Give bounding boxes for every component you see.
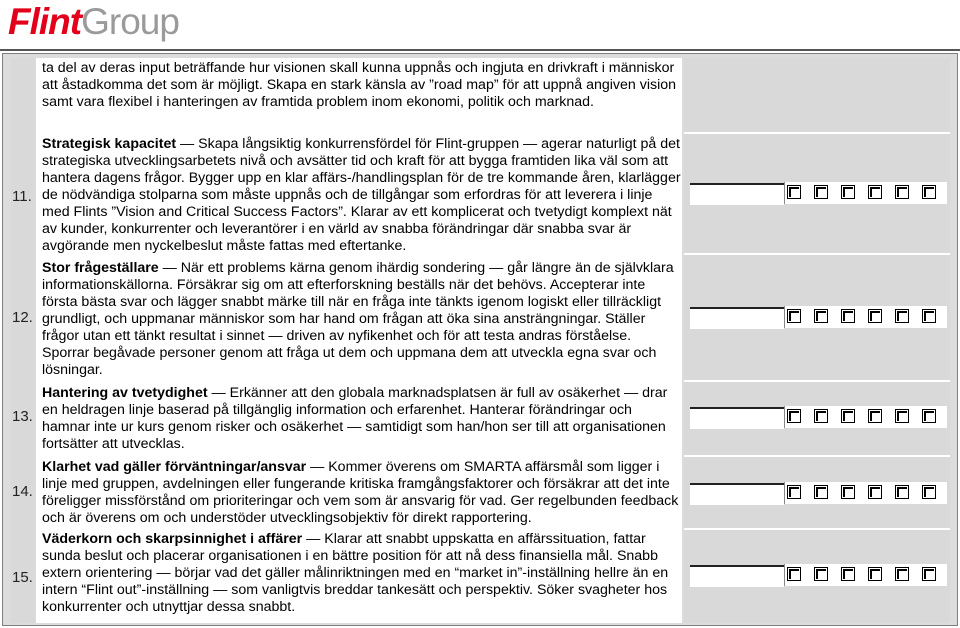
answer-field[interactable] <box>690 565 784 587</box>
rating-checkbox-4[interactable] <box>868 185 882 199</box>
top-rating-cell <box>684 58 950 134</box>
row-number: 15. <box>12 569 33 586</box>
rating-checkbox-4[interactable] <box>868 309 882 323</box>
row-separator <box>684 455 950 457</box>
rating-checkbox-3[interactable] <box>841 485 855 499</box>
answer-field[interactable] <box>690 483 784 505</box>
rating-scale <box>784 182 947 204</box>
rating-scale <box>784 564 947 586</box>
rating-checkbox-4[interactable] <box>868 567 882 581</box>
rating-column <box>684 58 950 623</box>
rating-checkbox-5[interactable] <box>895 185 909 199</box>
rating-checkbox-6[interactable] <box>922 567 936 581</box>
row-separator <box>684 253 950 255</box>
rating-checkbox-6[interactable] <box>922 185 936 199</box>
rating-scale <box>784 406 947 428</box>
rating-checkbox-5[interactable] <box>895 567 909 581</box>
answer-field[interactable] <box>690 183 784 205</box>
row-separator <box>684 380 950 382</box>
rating-checkbox-1[interactable] <box>787 309 801 323</box>
rating-checkbox-6[interactable] <box>922 309 936 323</box>
rating-checkbox-5[interactable] <box>895 409 909 423</box>
answer-field[interactable] <box>690 407 784 429</box>
rating-checkbox-1[interactable] <box>787 185 801 199</box>
rating-checkbox-2[interactable] <box>814 409 828 423</box>
row-separator <box>684 528 950 530</box>
competency-body: — När ett problems kärna genom ihärdig sondering — går längre än de självklara informationskällorna. Försäkrar sig om att efterforskning beställs när det behövs. Accepterar inte första bästa svar och lägger snabbt märke till när en fråga inte tänkts igenom logiskt eller tillräckligt grundligt, och uppmanar människor som har hand om frågan att öka sina ansträngningar. Ställer frågor utan ett tänkt resultat i sinnet — driven av nyfikenhet och för att testa andras förståelse. Sporrar begåvade personer genom att fråga ut dem och uppmana dem att utveckla egna svar och lösningar. <box>42 260 674 378</box>
rating-checkbox-3[interactable] <box>841 409 855 423</box>
competency-title: Klarhet vad gäller förväntningar/ansvar <box>42 459 307 475</box>
rating-checkbox-4[interactable] <box>868 409 882 423</box>
competency-description <box>42 260 682 379</box>
intro-text: ta del av deras input beträffande hur visionen skall kunna uppnås och ingjuta en drivkraft i människor att åstadkomma det som är möjligt. Skapa en stark känsla av ”road map” för att uppnå angiven vision samt vara flexibel i hanteringen av framtida problem inom ekonomi, politik och marknad. <box>42 60 677 110</box>
header-divider <box>0 49 960 51</box>
rating-checkbox-2[interactable] <box>814 567 828 581</box>
number-column <box>11 58 35 623</box>
rating-checkbox-3[interactable] <box>841 567 855 581</box>
competency-body: — Klarar att snabbt uppskatta en affärssituation, fattar sunda beslut och placerar organisationen i en bättre position för att nå dess finansiella mål. Snabb extern orientering — börjar vad det gäller målinriktningen med en “market in”-inställning hellre än en intern “Flint out”-inställning — som vanligtvis breddar tankesätt och perspektiv. Söker svagheter hos konkurrenter och utnyttjar dessa snabbt. <box>42 531 669 615</box>
rating-checkbox-5[interactable] <box>895 309 909 323</box>
flint-group-logo: FlintGroup <box>8 1 179 42</box>
row-number: 12. <box>12 309 33 326</box>
competency-title: Väderkorn och skarpsinnighet i affärer <box>42 531 303 547</box>
answer-field[interactable] <box>690 307 784 329</box>
row-number: 11. <box>12 188 32 205</box>
rating-checkbox-4[interactable] <box>868 485 882 499</box>
rating-checkbox-2[interactable] <box>814 485 828 499</box>
rating-checkbox-5[interactable] <box>895 485 909 499</box>
rating-scale <box>784 482 947 504</box>
rating-scale <box>784 306 947 328</box>
competency-description <box>42 459 682 527</box>
rating-checkbox-2[interactable] <box>814 309 828 323</box>
row-number: 14. <box>12 483 33 500</box>
competency-title: Strategisk kapacitet <box>42 136 177 152</box>
rating-checkbox-3[interactable] <box>841 185 855 199</box>
rating-checkbox-6[interactable] <box>922 485 936 499</box>
competency-body: — Skapa långsiktig konkurrensfördel för Flint-gruppen — agerar naturligt på det strategiska utvecklingsarbetets nivå och avsätter tid och kraft för att bygga framtiden lika väl som att hantera dagens frågor. Bygger upp en klar affärs-/handlingsplan för de tre kommande åren, klarlägger de nödvändiga stolparna som måste uppnås och de tillgångar som erfordras för att leverera i linje med Flints ”Vision and Critical Success Factors”. Klarar av ett komplicerat och tvetydigt komplext nät av kunder, konkurrenter och leverantörer i en värld av snabba förändringar där snabba svar är avgörande men nyckelbeslut måste fattas med eftertanke. <box>42 136 681 254</box>
competency-title: Hantering av tvetydighet <box>42 385 208 401</box>
rating-checkbox-6[interactable] <box>922 409 936 423</box>
rating-checkbox-1[interactable] <box>787 567 801 581</box>
rating-checkbox-3[interactable] <box>841 309 855 323</box>
rating-checkbox-1[interactable] <box>787 485 801 499</box>
rating-checkbox-2[interactable] <box>814 185 828 199</box>
competency-description <box>42 531 682 616</box>
competency-title: Stor frågeställare <box>42 260 159 276</box>
row-number: 13. <box>12 408 33 425</box>
competency-body: — Kommer överens om SMARTA affärsmål som ligger i linje med gruppen, avdelningen eller fungerande kritiska framgångsfaktorer och försäkrar att det inte föreligger missförstånd om prioriteringar och vem som är ansvarig för vad. Ger regelbunden feedback och är överens om och understöder utvecklingsobjektiv för direkt rapportering. <box>42 459 679 526</box>
rating-checkbox-1[interactable] <box>787 409 801 423</box>
competency-body: — Erkänner att den globala marknadsplatsen är full av osäkerhet — drar en heldragen linje baserad på tillgänglig information och erfarenhet. Hanterar förändringar och hamnar inte ur kurs genom risker och osäkerhet — samtidigt som han/hon ser till att organisationen fortsätter att utvecklas. <box>42 385 668 452</box>
competency-description <box>42 385 682 453</box>
competency-description <box>42 136 682 255</box>
